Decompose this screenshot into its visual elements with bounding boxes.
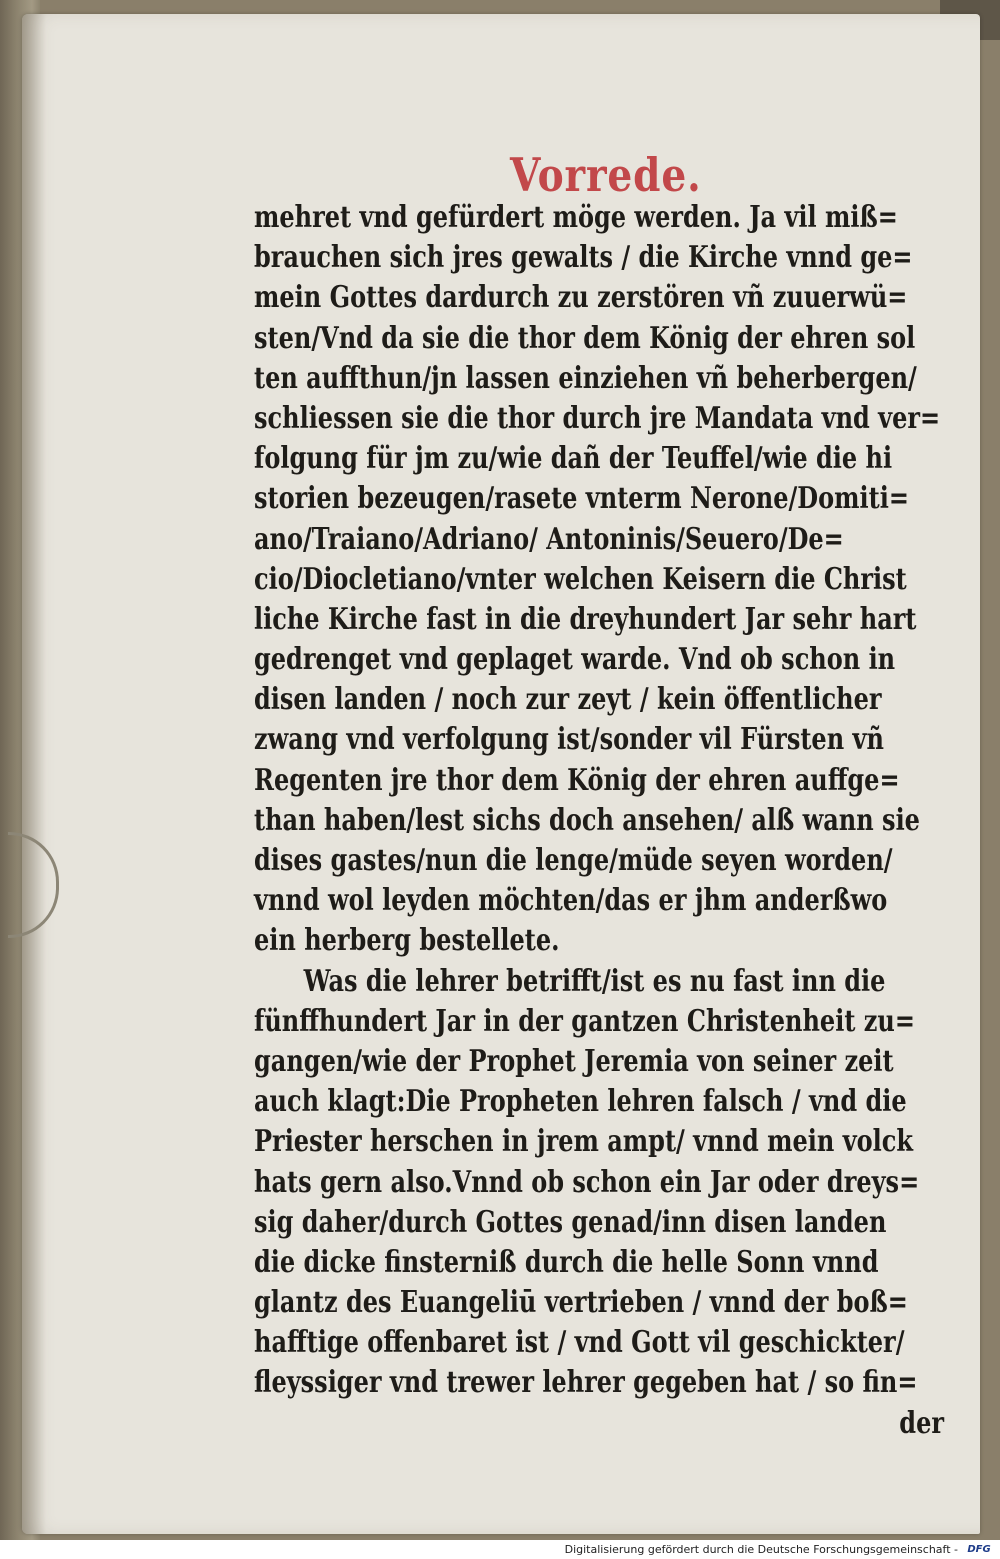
text-line: gedrenget vnd geplaget warde. Vnd ob schon in <box>254 642 896 678</box>
footer-bar <box>0 1540 1000 1559</box>
text-line: gangen/wie der Prophet Jeremia von seiner zeit <box>254 1043 894 1079</box>
text-line: mein Gottes dardurch zu zerstören vñ zuuerwü= <box>254 280 908 316</box>
text-line: storien bezeugen/rasete vnterm Nerone/Domiti= <box>254 481 909 517</box>
body-text <box>254 198 944 1444</box>
text-line: than haben/lest sichs doch ansehen/ alß wann sie <box>254 802 920 838</box>
text-line: die dicke finsterniß durch die helle Sonn vnnd <box>254 1244 879 1280</box>
text-line: ten auffthun/jn lassen einziehen vñ beherbergen/ <box>254 360 917 396</box>
text-line: zwang vnd verfolgung ist/sonder vil Fürsten vñ <box>254 722 884 758</box>
text-line: hats gern also.Vnnd ob schon ein Jar oder dreys= <box>254 1164 920 1200</box>
page-heading: Vorrede. <box>510 148 702 202</box>
text-line: schliessen sie die thor durch jre Mandata vnd ver= <box>254 400 941 436</box>
text-line: Regenten jre thor dem König der ehren auffge= <box>254 762 900 798</box>
text-line: sig daher/durch Gottes genad/inn disen landen <box>254 1204 887 1240</box>
dfg-logo-icon: DFG <box>967 1544 991 1555</box>
text-line: dises gastes/nun die lenge/müde seyen worden/ <box>254 843 893 878</box>
text-line: ein herberg bestellete. <box>254 923 560 959</box>
catchword: der <box>899 1405 944 1441</box>
text-line: sten/Vnd da sie die thor dem König der ehren sol <box>254 320 916 356</box>
text-line: cio/Diocletiano/vnter welchen Keisern die Christ <box>254 561 907 597</box>
text-line: ano/Traiano/Adriano/ Antoninis/Seuero/De= <box>254 521 844 557</box>
text-line: auch klagt:Die Propheten lehren falsch / vnd die <box>254 1084 907 1120</box>
paragraph-first-line: Was die lehrer betrifft/ist es nu fast inn die <box>303 963 886 999</box>
text-line: Priester herschen in jrem ampt/ vnnd mein volck <box>254 1124 914 1160</box>
text-line: folgung für jm zu/wie dañ der Teuffel/wie die hi <box>254 441 893 477</box>
text-line: fünffhundert Jar in der gantzen Christenheit zu= <box>254 1003 915 1039</box>
text-line: disen landen / noch zur zeyt / kein öffentlicher <box>254 682 882 718</box>
text-line: vnnd wol leyden möchten/das er jhm anderßwo <box>254 883 888 919</box>
text-line: brauchen sich jres gewalts / die Kirche vnnd ge= <box>254 240 913 276</box>
text-line: hafftige offenbaret ist / vnd Gott vil geschickter/ <box>254 1325 905 1361</box>
text-line: fleyssiger vnd trewer lehrer gegeben hat / so fin= <box>254 1365 918 1401</box>
text-line: mehret vnd gefürdert möge werden. Ja vil miß= <box>254 200 898 235</box>
page-gutter-shadow <box>22 14 46 1534</box>
text-line: glantz des Euangeliū vertrieben / vnnd der boß= <box>254 1285 908 1321</box>
text-line: liche Kirche fast in die dreyhundert Jar sehr hart <box>254 601 917 637</box>
funding-credit: Digitalisierung gefördert durch die Deutsche Forschungsgemeinschaft - <box>564 1543 958 1556</box>
